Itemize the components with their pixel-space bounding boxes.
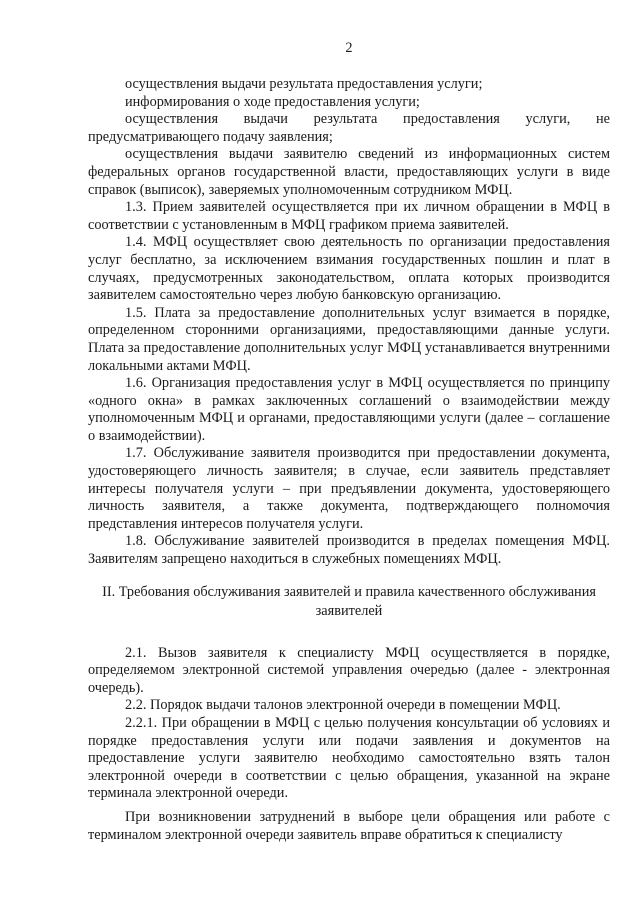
section-title: II. Требования обслуживания заявителей и правила качественного обслуживания заявителей — [102, 583, 596, 619]
paragraph: осуществления выдачи заявителю сведений из информационных систем федеральных органов государственной власти, предоставляющих услуги в виде справок (выписок), заверяемых уполномоченным сотрудником МФЦ. — [88, 146, 610, 198]
paragraph: осуществления выдачи результата предоставления услуги, не предусматривающего подачу заявления; — [88, 111, 610, 145]
paragraph: информирования о ходе предоставления услуги; — [125, 93, 420, 110]
paragraph: 2.2.1. При обращении в МФЦ с целью получения консультации об условиях и порядке предоставления услуги или подачи заявления и документов на предоставление услуги заявителю необходимо самостоятельно взять талон электронной очереди в соответствии с целью обращения, указанной на экране терминала электронной очереди. — [88, 715, 610, 802]
page-number: 2 — [345, 40, 353, 56]
paragraph: 2.1. Вызов заявителя к специалисту МФЦ осуществляется в порядке, определяемом электронной системой управления очередью (далее - электронная очередь). — [88, 644, 610, 696]
paragraph: 1.5. Плата за предоставление дополнительных услуг взимается в порядке, определенном сторонними организациями, предоставляющими данные услуги. Плата за предоставление дополнительных услуг МФЦ устанавливается внутренними локальными актами МФЦ. — [88, 304, 610, 374]
paragraph: 2.2. Порядок выдачи талонов электронной очереди в помещении МФЦ. — [125, 697, 561, 714]
paragraph: 1.6. Организация предоставления услуг в МФЦ осуществляется по принципу «одного окна» в рамках заключенных соглашений о взаимодействии между уполномоченным МФЦ и органами, предоставляющими услуги (далее – соглашение о взаимодействии). — [88, 375, 610, 444]
paragraph: 1.3. Прием заявителей осуществляется при их личном обращении в МФЦ в соответствии с установленным в МФЦ графиком приема заявителей. — [88, 199, 610, 233]
paragraph: осуществления выдачи результата предоставления услуги; — [125, 76, 483, 92]
paragraph: При возникновении затруднений в выборе цели обращения или работе с терминалом электронной очереди заявитель вправе обратиться к специалисту — [88, 808, 610, 843]
paragraph: 1.4. МФЦ осуществляет свою деятельность по организации предоставления услуг бесплатно, за исключением взимания государственных пошлин и плат в случаях, предусмотренных законодательством, оплата которых производится заявителем самостоятельно через любую банковскую организацию. — [88, 234, 610, 304]
paragraph: 1.8. Обслуживание заявителей производится в пределах помещения МФЦ. Заявителям запрещено находиться в служебных помещениях МФЦ. — [88, 533, 610, 568]
paragraph: 1.7. Обслуживание заявителя производится при предоставлении документа, удостоверяющего личность заявителя; в случае, если заявитель представляет интересы получателя услуги – при предъявлении документа, удостоверяющего личность заявителя, а также документа, подтверждающего полномочия представления интересов получателя услуги. — [88, 445, 610, 532]
